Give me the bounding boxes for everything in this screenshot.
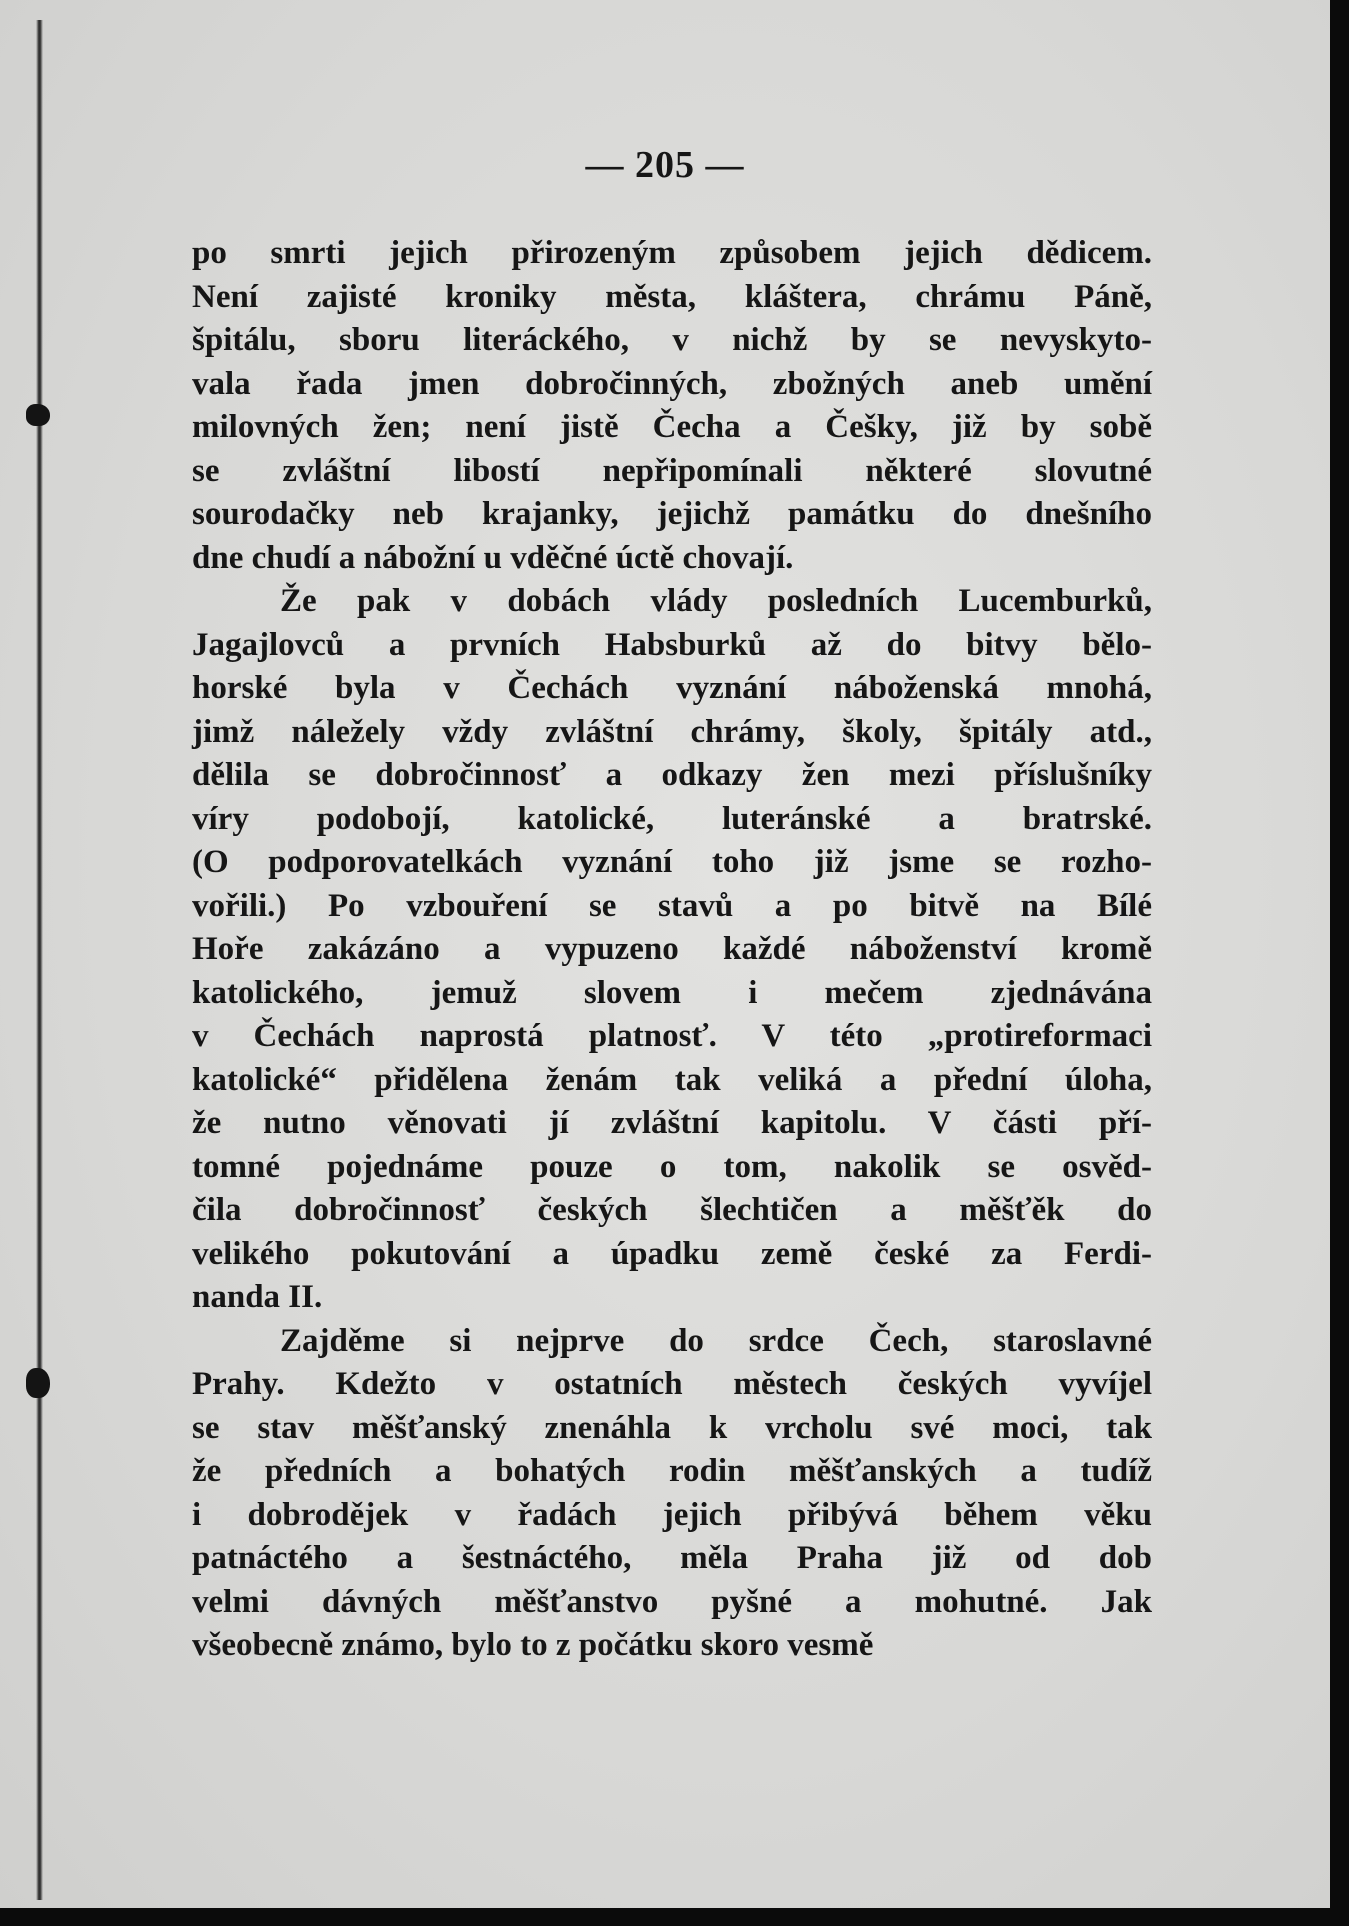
text-line: že nutno věnovati jí zvláštní kapitolu. V části pří- bbox=[192, 1105, 1152, 1141]
text-line: Zajděme si nejprve do srdce Čech, staroslavné bbox=[280, 1322, 1152, 1359]
text-line: velmi dávných měšťanstvo pyšné a mohutné. Jak bbox=[192, 1583, 1152, 1620]
text-line: že předních a bohatých rodin měšťanských a tudíž bbox=[192, 1453, 1152, 1489]
text-line: v Čechách naprostá platnosť. V této „protireformaci bbox=[192, 1018, 1152, 1054]
text-line: katolické“ přidělena ženám tak veliká a přední úloha, bbox=[192, 1061, 1152, 1098]
binding-mark bbox=[26, 1368, 50, 1398]
text-line: se stav měšťanský znenáhla k vrcholu své moci, tak bbox=[192, 1409, 1152, 1446]
text-line: Není zajisté kroniky města, kláštera, chrámu Páně, bbox=[192, 278, 1152, 315]
text-line: horské byla v Čechách vyznání náboženská mnohá, bbox=[192, 670, 1152, 706]
text-line: milovných žen; není jistě Čecha a Češky, již by sobě bbox=[192, 409, 1152, 445]
text-line: vořili.) Po vzbouření se stavů a po bitvě na Bílé bbox=[192, 887, 1152, 924]
text-line: katolického, jemuž slovem i mečem zjednávána bbox=[192, 974, 1152, 1011]
text-line: Že pak v dobách vlády posledních Lucemburků, bbox=[280, 583, 1152, 619]
text-line: víry podobojí, katolické, luteránské a bratrské. bbox=[192, 800, 1152, 837]
text-line: nanda II. bbox=[192, 1279, 323, 1315]
text-line: i dobrodějek v řadách jejich přibývá během věku bbox=[192, 1496, 1152, 1533]
text-line: tomné pojednáme pouze o tom, nakolik se osvěd- bbox=[192, 1148, 1152, 1185]
text-line: dne chudí a nábožní u vděčné úctě chovají. bbox=[192, 539, 794, 576]
text-line: jimž náležely vždy zvláštní chrámy, školy, špitály atd., bbox=[192, 713, 1152, 750]
text-line: dělila se dobročinnosť a odkazy žen mezi příslušníky bbox=[192, 757, 1152, 793]
text-line: vala řada jmen dobročinných, zbožných aneb umění bbox=[192, 365, 1152, 402]
binding-shadow bbox=[36, 20, 43, 1900]
text-line: Prahy. Kdežto v ostatních městech českých vyvíjel bbox=[192, 1366, 1152, 1402]
text-line: se zvláštní libostí nepřipomínali některé slovutné bbox=[192, 452, 1152, 489]
text-line: Hoře zakázáno a vypuzeno každé náboženství kromě bbox=[192, 931, 1152, 967]
text-line: Jagajlovců a prvních Habsburků až do bitvy bělo- bbox=[192, 626, 1152, 663]
text-line: sourodačky neb krajanky, jejichž památku do dnešního bbox=[192, 496, 1152, 532]
text-line: velikého pokutování a úpadku země české za Ferdi- bbox=[192, 1235, 1152, 1272]
text-line: špitálu, sboru literáckého, v nichž by se nevyskyto- bbox=[192, 322, 1152, 358]
text-line: po smrti jejich přirozeným způsobem jejich dědicem. bbox=[192, 235, 1152, 271]
text-line: patnáctého a šestnáctého, měla Praha již od dob bbox=[192, 1540, 1152, 1576]
text-line: (O podporovatelkách vyznání toho již jsme se rozho- bbox=[192, 844, 1152, 880]
scan-border-bottom bbox=[0, 1908, 1349, 1926]
text-line: všeobecně známo, bylo to z počátku skoro vesmě bbox=[192, 1627, 874, 1663]
body-text bbox=[192, 232, 1152, 1668]
page-number: — 205 — bbox=[585, 144, 745, 186]
binding-mark bbox=[26, 404, 50, 426]
text-line: čila dobročinnosť českých šlechtičen a měšťěk do bbox=[192, 1192, 1152, 1228]
scan-border-right bbox=[1330, 0, 1349, 1926]
